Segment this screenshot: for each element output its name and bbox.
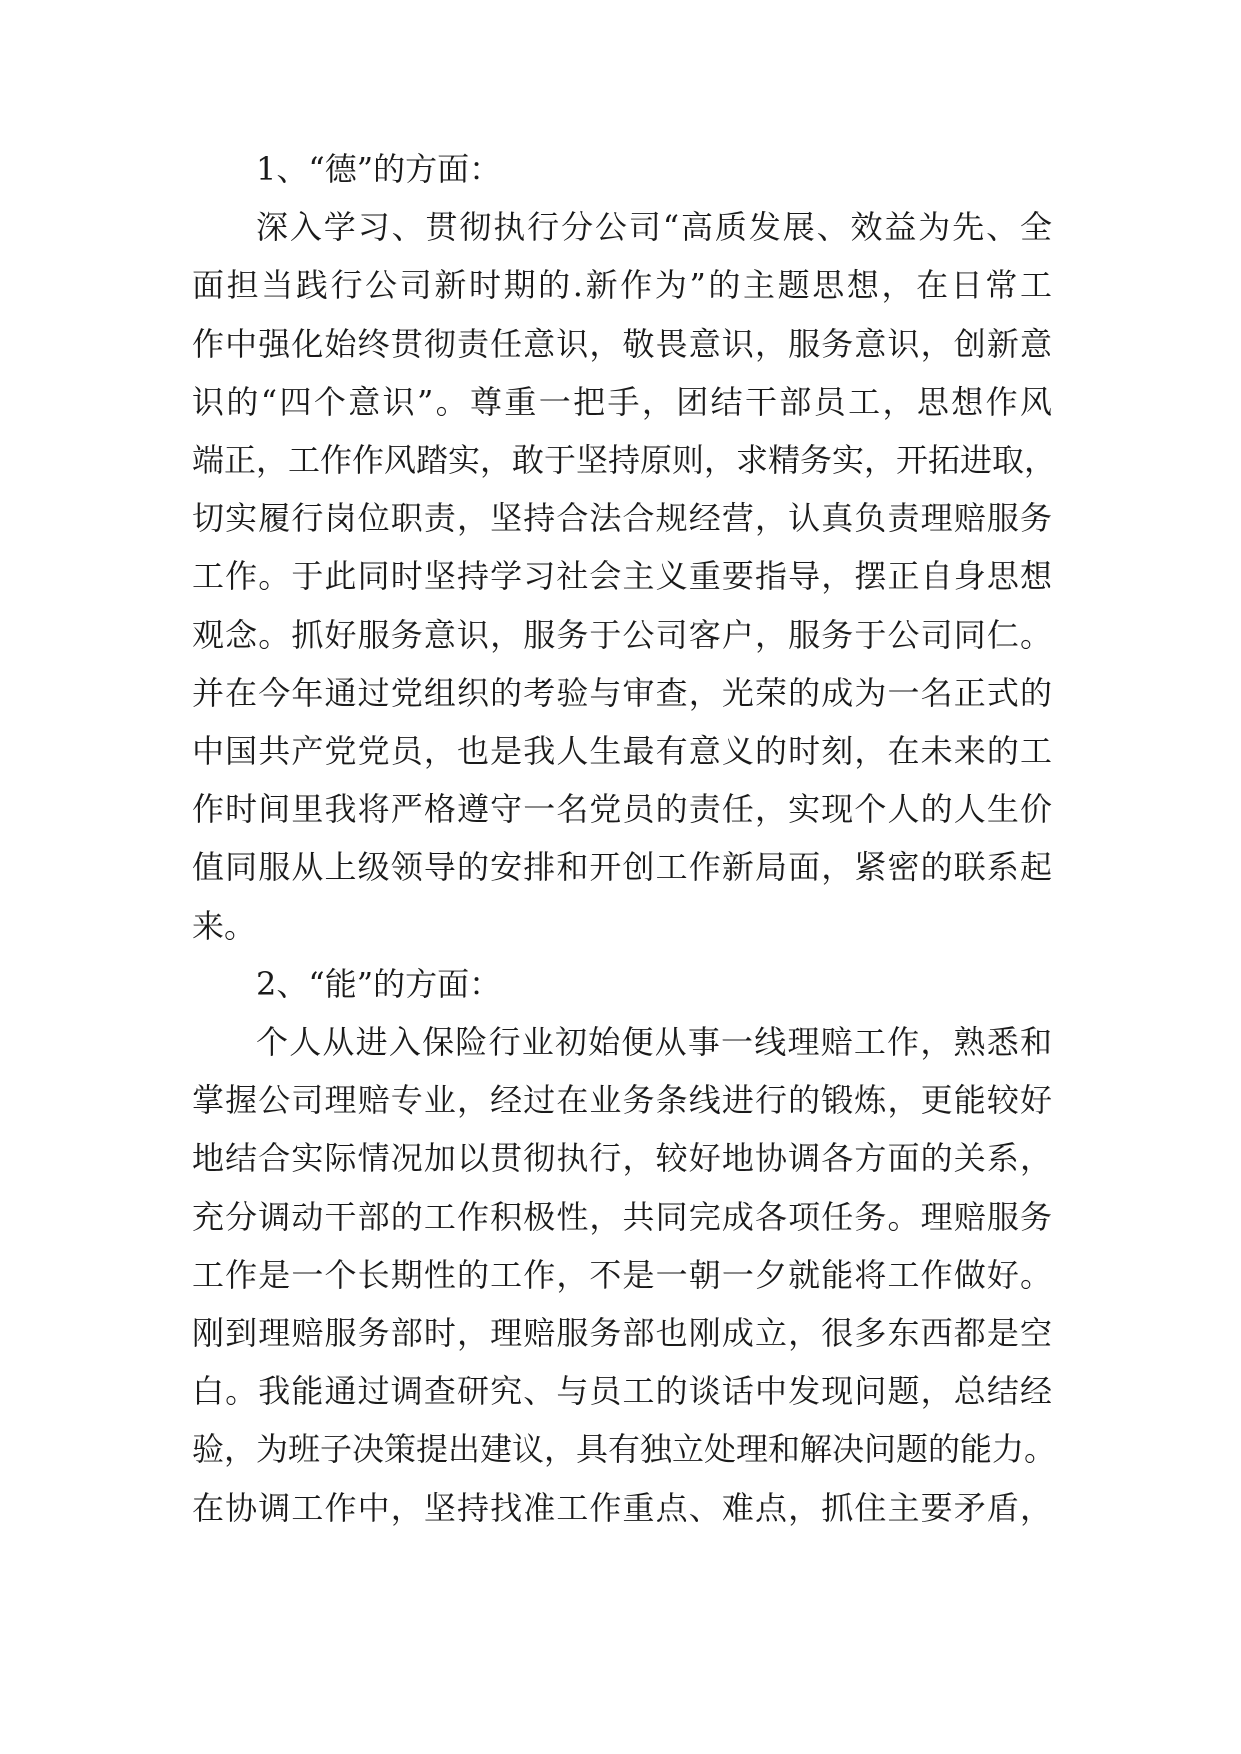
text-line: 识的“四个意识”。尊重一把手，团结干部员工，思想作风	[192, 382, 1052, 421]
text-line: 并在今年通过党组织的考验与审查，光荣的成为一名正式的	[192, 673, 1052, 712]
text-line: 2、“能”的方面：	[256, 964, 502, 1003]
text-line: 验，为班子决策提出建议，具有独立处理和解决问题的能力。	[192, 1430, 1057, 1469]
text-line: 来。	[192, 906, 257, 945]
text-line: 切实履行岗位职责，坚持合法合规经营，认真负责理赔服务	[192, 499, 1052, 538]
text-line: 刚到理赔服务部时，理赔服务部也刚成立，很多东西都是空	[192, 1314, 1052, 1352]
text-line: 中国共产党党员，也是我人生最有意义的时刻，在未来的工	[192, 732, 1052, 770]
text-line: 在协调工作中，坚持找准工作重点、难点，抓住主要矛盾，	[192, 1488, 1052, 1527]
text-line: 工作。于此同时坚持学习社会主义重要指导，摆正自身思想	[192, 557, 1052, 596]
text-line: 充分调动干部的工作积极性，共同完成各项任务。理赔服务	[192, 1197, 1052, 1236]
text-line: 端正，工作作风踏实，敢于坚持原则，求精务实，开拓进取，	[192, 441, 1057, 479]
text-line: 1、“德”的方面：	[256, 150, 502, 188]
text-line: 个人从进入保险行业初始便从事一线理赔工作，熟悉和	[256, 1023, 1052, 1061]
text-line: 值同服从上级领导的安排和开创工作新局面，紧密的联系起	[192, 848, 1052, 887]
text-line: 面担当践行公司新时期的.新作为”的主题思想，在日常工	[192, 266, 1052, 305]
text-line: 地结合实际情况加以贯彻执行，较好地协调各方面的关系，	[192, 1139, 1052, 1178]
text-line: 深入学习、贯彻执行分公司“高质发展、效益为先、全	[256, 208, 1052, 247]
text-line: 掌握公司理赔专业，经过在业务条线进行的锻炼，更能较好	[192, 1081, 1052, 1120]
text-line: 作时间里我将严格遵守一名党员的责任，实现个人的人生价	[192, 790, 1052, 829]
text-line: 白。我能通过调查研究、与员工的谈话中发现问题，总结经	[192, 1372, 1052, 1411]
text-line: 作中强化始终贯彻责任意识，敬畏意识，服务意识，创新意	[192, 324, 1052, 363]
text-line: 观念。抓好服务意识，服务于公司客户，服务于公司同仁。	[192, 615, 1052, 654]
text-line: 工作是一个长期性的工作，不是一朝一夕就能将工作做好。	[192, 1255, 1052, 1294]
